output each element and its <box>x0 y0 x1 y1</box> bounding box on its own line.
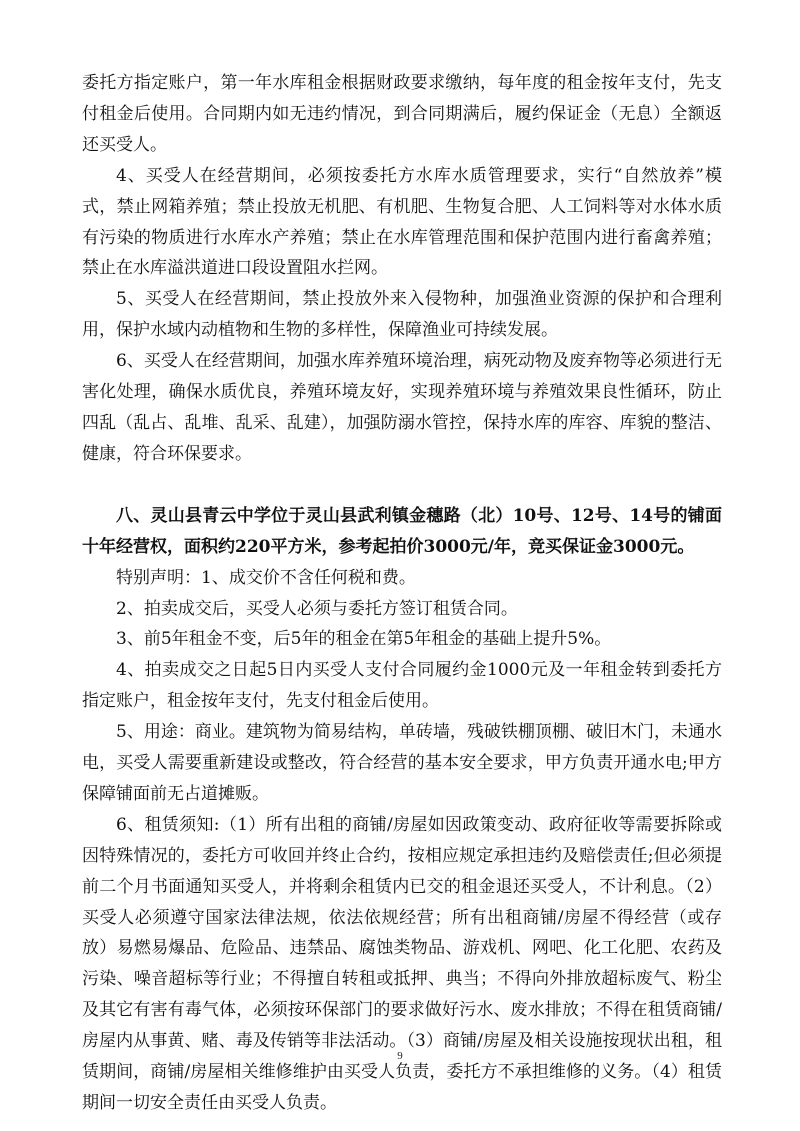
paragraph-item-2: 2、拍卖成交后，买受人必须与委托方签订租赁合同。 <box>116 598 518 619</box>
paragraph-item-3: 3、前5年租金不变，后5年的租金在第5年租金的基础上提升5%。 <box>116 629 612 650</box>
section-gap <box>82 470 722 501</box>
page-number: 9 <box>397 1050 403 1062</box>
paragraph-item-5: 5、用途：商业。建筑物为简易结构，单砖墙，残破铁棚顶棚、破旧木门，未通水电，买受人需要重新建设或整改，符合经营的基本安全要求，甲方负责开通水电;甲方保障铺面前无占道摊贩。 <box>82 722 722 804</box>
paragraph-item-4: 4、拍卖成交之日起5日内买受人支付合同履约金1000元及一年租金转到委托方指定账户，租金按年支付，先支付租金后使用。 <box>82 660 722 712</box>
paragraph-clause-5: 5、买受人在经营期间，禁止投放外来入侵物种，加强渔业资源的保护和合理利用，保护水域内动植物和生物的多样性，保障渔业可持续发展。 <box>82 289 722 341</box>
document-body <box>82 68 722 1119</box>
paragraph-clause-4: 4、买受人在经营期间，必须按委托方水库水质管理要求，实行“自然放养”模式，禁止网箱养殖；禁止投放无机肥、有机肥、生物复合肥、人工饲料等对水体水质有污染的物质进行水库水产养殖；禁止在水库管理范围和保护范围内进行畜禽养殖；禁止在水库溢洪道进口段设置阻水拦网。 <box>82 165 722 279</box>
paragraph-clause-6: 6、买受人在经营期间，加强水库养殖环境治理，病死动物及废弃物等必须进行无害化处理，确保水质优良，养殖环境友好，实现养殖环境与养殖效果良性循环，防止四乱（乱占、乱堆、乱采、乱建），加强防溺水管控，保持水库的库容、库貌的整洁、健康，符合环保要求。 <box>82 351 722 464</box>
paragraph-item-6: 6、租赁须知:（1）所有出租的商铺/房屋如因政策变动、政府征收等需要拆除或因特殊情况的，委托方可收回并终止合约，按相应规定承担违约及赔偿责任;但必须提前二个月书面通知买受人，并将剩余租赁内已交的租金退还买受人，不计利息。（2）买受人必须遵守国家法律法规，依法依规经营；所有出租商铺/房屋不得经营（或存放）易燃易爆品、危险品、违禁品、腐蚀类物品、游戏机、网吧、化工化肥、农药及污染、噪音超标等行业；不得擅自转租或抵押、典当；不得向外排放超标废气、粉尘及其它有害有毒气体，必须按环保部门的要求做好污水、废水排放；不得在租赁商铺/房屋内从事黄、赌、毒及传销等非法活动。（3）商铺/房屋及相关设施按现状出租，租赁期间，商铺/房屋相关维修维护由买受人负责，委托方不承担维修的义务。（4）租赁期间一切安全责任由买受人负责。 <box>82 814 722 1113</box>
special-statement: 特别声明：1、成交价不含任何税和费。 <box>116 567 416 588</box>
section-heading-8: 八、灵山县青云中学位于灵山县武利镇金穗路（北）10号、12号、14号的铺面十年经营权，面积约220平方米，参考起拍价3000元/年，竞买保证金3000元。 <box>82 505 722 557</box>
paragraph-continuation: 委托方指定账户，第一年水库租金根据财政要求缴纳，每年度的租金按年支付，先支付租金后使用。合同期内如无违约情况，到合同期满后，履约保证金（无息）全额返还买受人。 <box>82 73 722 155</box>
